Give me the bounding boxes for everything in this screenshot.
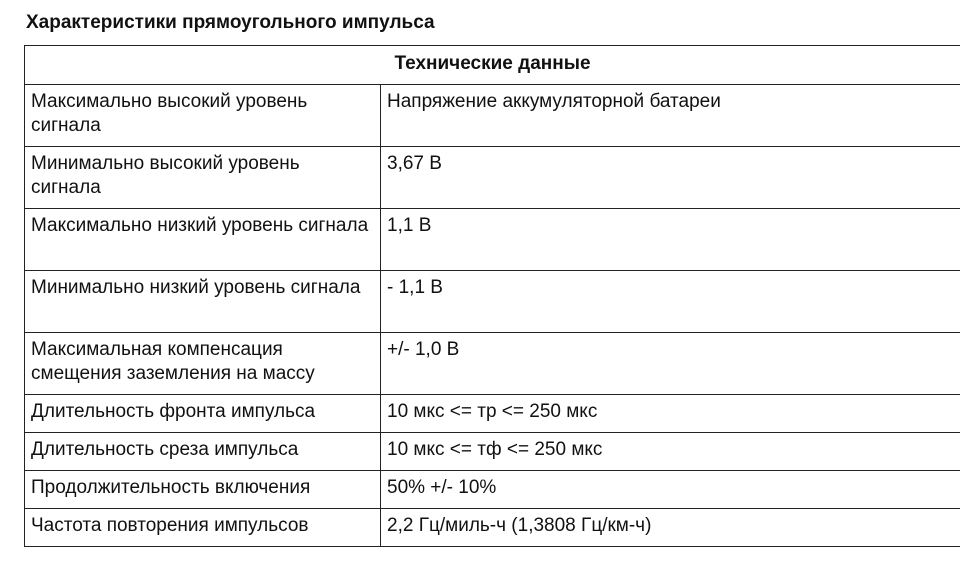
value-cell: Напряжение аккумуляторной батареи xyxy=(381,85,960,147)
value-cell: 10 мкс <= тр <= 250 мкс xyxy=(381,395,960,433)
table-row xyxy=(25,271,960,333)
value-cell: 3,67 В xyxy=(381,147,960,209)
table-row xyxy=(25,433,960,471)
value-cell: 1,1 В xyxy=(381,209,960,271)
parameter-cell: Длительность среза импульса xyxy=(25,433,381,471)
table-row xyxy=(25,147,960,209)
table-row xyxy=(25,85,960,147)
table-row xyxy=(25,471,960,509)
table-row xyxy=(25,395,960,433)
parameter-cell: Частота повторения импульсов xyxy=(25,509,381,547)
document-title: Характеристики прямоугольного импульса xyxy=(26,12,435,33)
parameter-cell: Максимальная компенсация смещения заземления на массу xyxy=(25,333,381,395)
value-cell: 2,2 Гц/миль-ч (1,3808 Гц/км-ч) xyxy=(381,509,960,547)
parameter-cell: Минимально высокий уровень сигнала xyxy=(25,147,381,209)
parameter-cell: Длительность фронта импульса xyxy=(25,395,381,433)
table-header: Технические данные xyxy=(25,46,960,85)
table-row xyxy=(25,333,960,395)
spec-table xyxy=(24,45,960,547)
parameter-cell: Максимально высокий уровень сигнала xyxy=(25,85,381,147)
table-header-row xyxy=(25,46,960,85)
table-row xyxy=(25,509,960,547)
parameter-cell: Максимально низкий уровень сигнала xyxy=(25,209,381,271)
parameter-cell: Минимально низкий уровень сигнала xyxy=(25,271,381,333)
value-cell: - 1,1 В xyxy=(381,271,960,333)
parameter-cell: Продолжительность включения xyxy=(25,471,381,509)
table-row xyxy=(25,209,960,271)
value-cell: +/- 1,0 В xyxy=(381,333,960,395)
value-cell: 10 мкс <= тф <= 250 мкс xyxy=(381,433,960,471)
value-cell: 50% +/- 10% xyxy=(381,471,960,509)
